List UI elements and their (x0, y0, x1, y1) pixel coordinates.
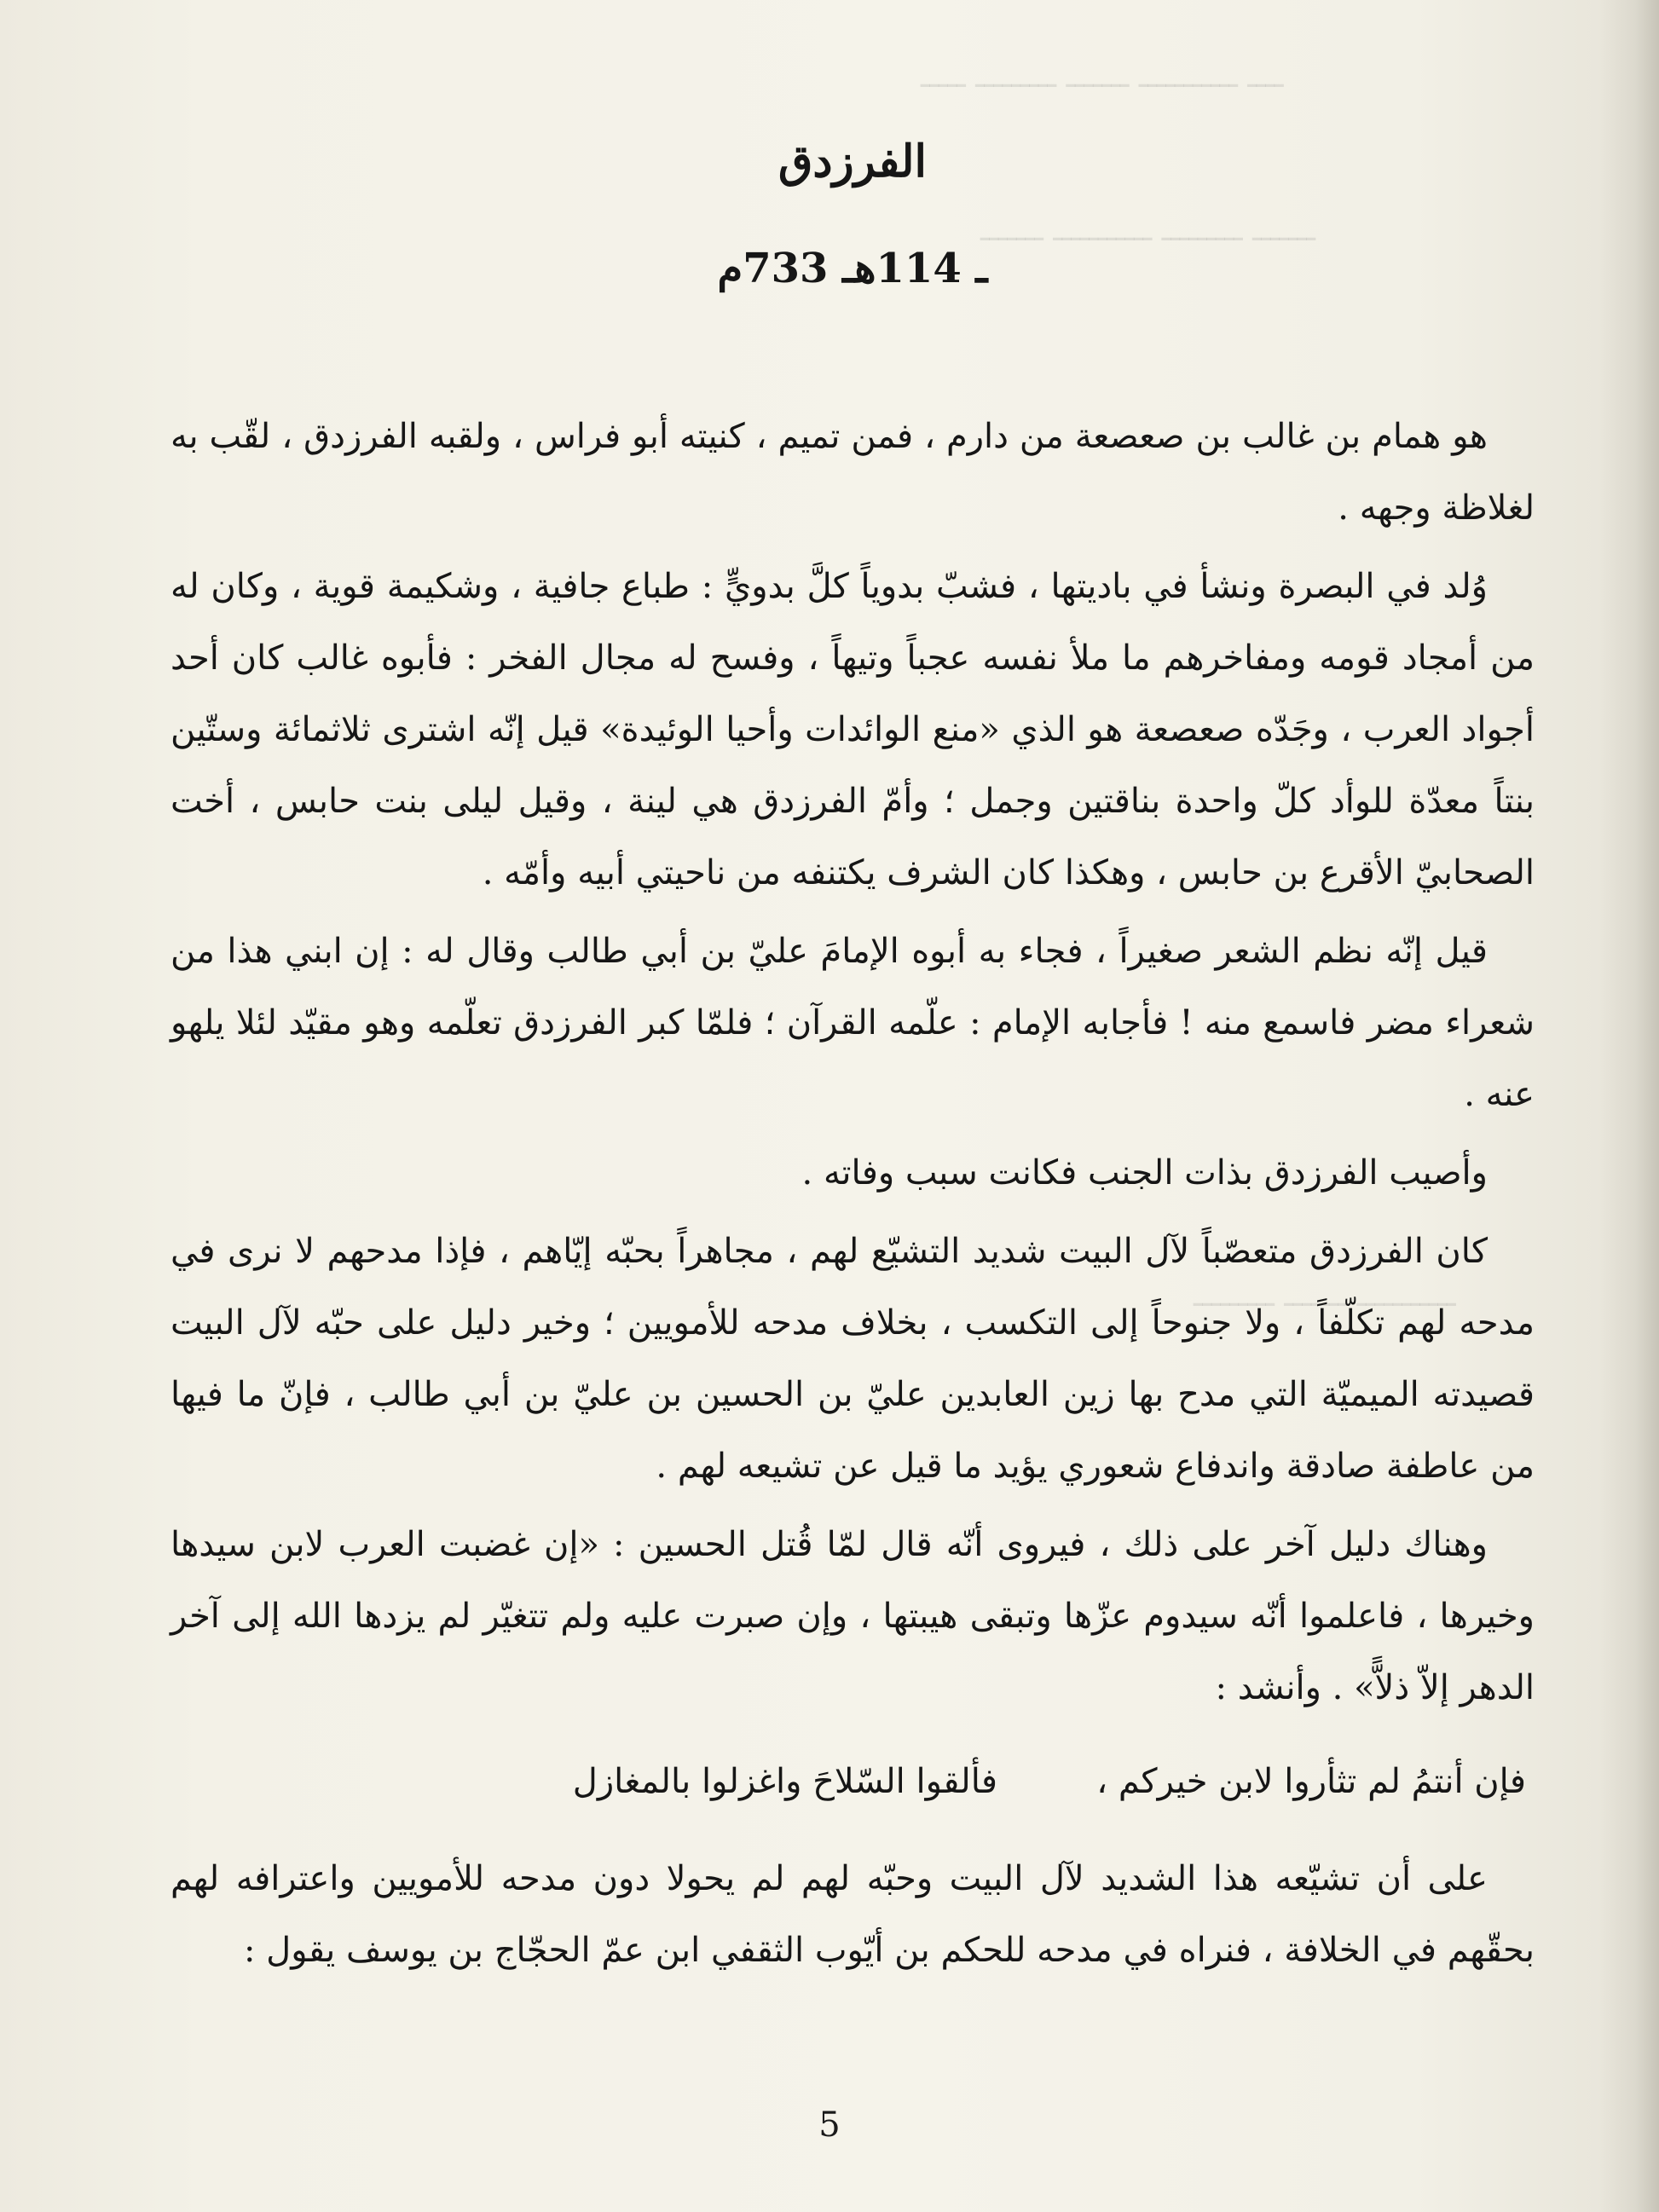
page-edge-shadow (1599, 0, 1659, 2212)
paragraph: وهناك دليل آخر على ذلك ، فيروى أنّه قال لمّا قُتل الحسين : «إن غضبت العرب لابن سيدها وخيرها ، فاعلموا أنّه سيدوم عزّها وتبقى هيبتها ، وإن صبرت عليه ولم تتغيّر لم يزدها الله إلى آخر الدهر إلاّ ذلاًّ» . وأنشد : (171, 1525, 1535, 1707)
body-text (171, 401, 1535, 1986)
page-content (171, 128, 1535, 1993)
death-date: ـ 114هـ 733م (717, 245, 988, 292)
page-number: 5 (818, 2105, 841, 2145)
bleed-through-text: ـــــــ ـــــــــــ ـــــــــ ـــــــ (980, 213, 1315, 248)
paragraph: وُلد في البصرة ونشأ في باديتها ، فشبّ بدوياً كلَّ بدويٍّ : طباع جافية ، وشكيمة قوية ، وكان له من أمجاد قومه ومفاخرهم ما ملأ نفسه عجباً وتيهاً ، وفسح له مجال الفخر : فأبوه غالب كان أحد أجواد العرب ، وجَدّه صعصعة هو الذي «منع الوائدات وأحيا الوئيدة» قيل إنّه اشترى ثلاثمائة وستّين بنتاً معدّة للوأد كلّ واحدة بناقتين وجمل ؛ وأمّ الفرزدق هي لينة ، وقيل ليلى بنت حابس ، أخت الصحابيّ الأقرع بن حابس ، وهكذا كان الشرف يكتنفه من ناحيتي أبيه وأمّه . (171, 567, 1535, 892)
paragraph: وأصيب الفرزدق بذات الجنب فكانت سبب وفاته . (801, 1153, 1488, 1193)
bleed-through-text: ـــــ ـــــــــ ـــــــ ـــــــــــ ــــ (921, 60, 1284, 95)
page-title: الفرزدق (778, 136, 927, 188)
closing-paragraph: على أن تشيّعه هذا الشديد لآل البيت وحبّه لهم لم يحولا دون مدحه للأمويين واعترافه لهم بحقّهم في الخلافة ، فنراه في مدحه للحكم بن أيّوب الثقفي ابن عمّ الحجّاج بن يوسف يقول : (171, 1859, 1535, 1970)
paragraph: كان الفرزدق متعصّباً لآل البيت شديد التشيّع لهم ، مجاهراً بحبّه إيّاهم ، فإذا مدحهم لا نرى في مدحه لهم تكلّفاً ، ولا جنوحاً إلى التكسب ، بخلاف مدحه للأمويين ؛ وخير دليل على حبّه لآل البيت قصيدته الميميّة التي مدح بها زين العابدين عليّ بن الحسين بن عليّ بن أبي طالب ، فإنّ ما فيها من عاطفة صادقة واندفاع شعوري يؤيد ما قيل عن تشيعه لهم . (171, 1232, 1535, 1486)
verse-second-hemistich: فألقوا السّلاحَ واغزلوا بالمغازل (572, 1762, 997, 1801)
verse-first-hemistich: فإن أنتمُ لم تثأروا لابن خيركم ، (1096, 1762, 1526, 1801)
paragraph: هو همام بن غالب بن صعصعة من دارم ، فمن تميم ، كنيته أبو فراس ، ولقبه الفرزدق ، لقّب به لغلاظة وجهه . (171, 417, 1535, 528)
paragraph: قيل إنّه نظم الشعر صغيراً ، فجاء به أبوه الإمامَ عليّ بن أبي طالب وقال له : إن ابني هذا من شعراء مضر فاسمع منه ! فأجابه الإمام : علّمه القرآن ؛ فلمّا كبر الفرزدق تعلّمه وهو مقيّد لئلا يلهو عنه . (171, 932, 1535, 1114)
bleed-through-text: ـــــــــ ـــــــ ـــــــــــ (1194, 1279, 1456, 1314)
poem-verse (171, 1746, 1535, 1817)
